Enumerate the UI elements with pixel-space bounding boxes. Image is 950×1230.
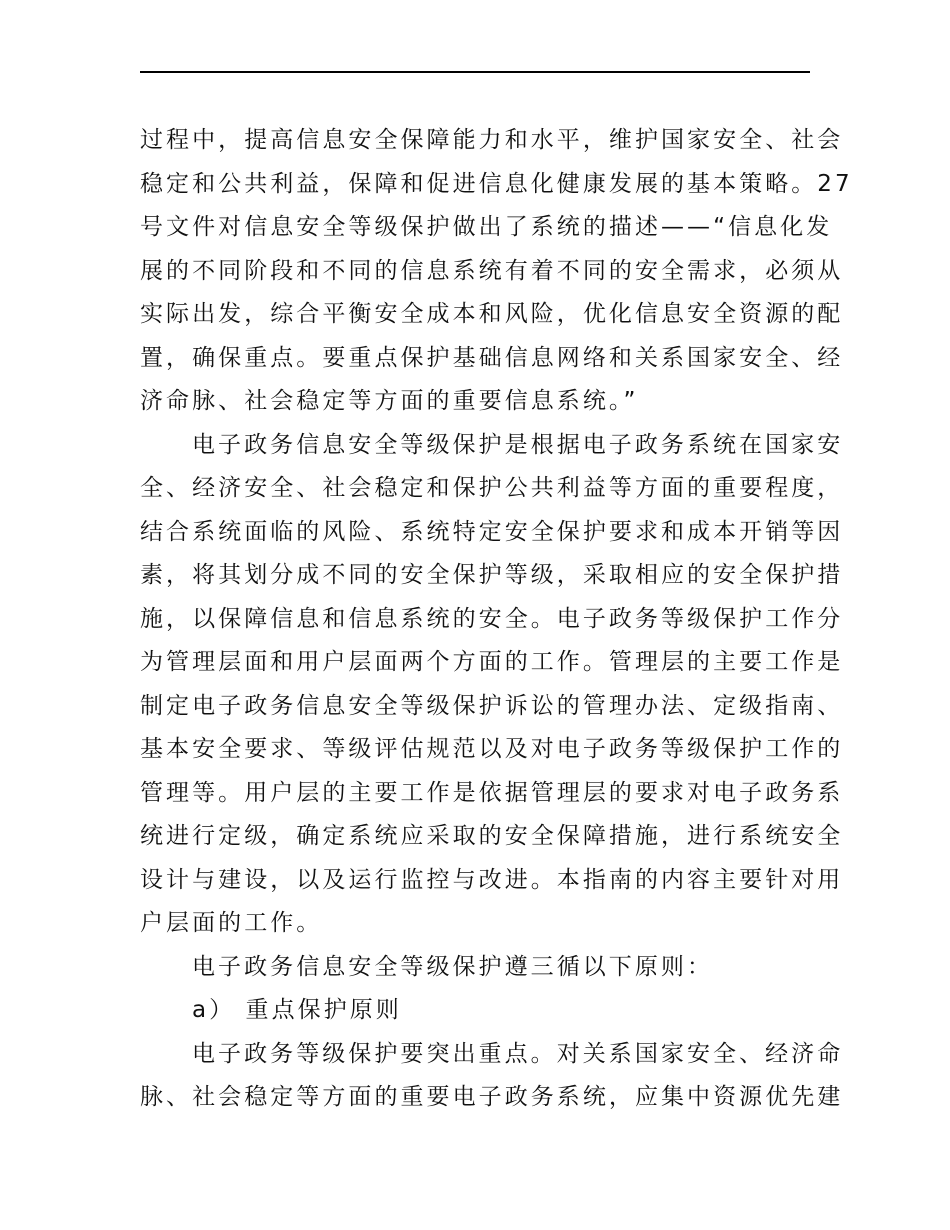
text-line: 置，确保重点。要重点保护基础信息网络和关系国家安全、经 — [140, 344, 844, 371]
section-heading: a） 重点保护原则 — [192, 997, 402, 1023]
text-line: 为管理层面和用户层面两个方面的工作。管理层的主要工作是 — [140, 649, 844, 675]
text-line: 施，以保障信息和信息系统的安全。电子政务等级保护工作分 — [140, 605, 844, 632]
text-line: 基本安全要求、等级评估规范以及对电子政务等级保护工作的 — [140, 736, 844, 762]
header-rule — [140, 71, 810, 73]
text-line: 济命脉、社会稳定等方面的重要信息系统。” — [140, 388, 639, 414]
paragraph-first-line: 电子政务信息安全等级保护是根据电子政务系统在国家安 — [192, 431, 844, 458]
text-line: 户层面的工作。 — [140, 910, 323, 936]
paragraph-first-line: 电子政务信息安全等级保护遵三循以下原则： — [192, 953, 713, 980]
text-line: 脉、社会稳定等方面的重要电子政务系统，应集中资源优先建 — [140, 1084, 844, 1110]
text-line: 稳定和公共利益，保障和促进信息化健康发展的基本策略。27 — [140, 170, 853, 197]
text-line: 展的不同阶段和不同的信息系统有着不同的安全需求，必须从 — [140, 257, 844, 284]
text-line: 全、经济安全、社会稳定和保护公共利益等方面的重要程度， — [140, 475, 844, 501]
text-line: 管理等。用户层的主要工作是依据管理层的要求对电子政务系 — [140, 779, 844, 806]
text-line: 制定电子政务信息安全等级保护诉讼的管理办法、定级指南、 — [140, 692, 844, 719]
text-line: 过程中，提高信息安全保障能力和水平，维护国家安全、社会 — [140, 127, 844, 153]
text-line: 号文件对信息安全等级保护做出了系统的描述——“信息化发 — [140, 214, 833, 240]
text-line: 设计与建设，以及运行监控与改进。本指南的内容主要针对用 — [140, 866, 844, 893]
text-line: 实际出发，综合平衡安全成本和风险，优化信息安全资源的配 — [140, 301, 844, 327]
paragraph-first-line: 电子政务等级保护要突出重点。对关系国家安全、经济命 — [192, 1040, 844, 1067]
document-body — [140, 119, 853, 1120]
text-line: 结合系统面临的风险、系统特定安全保护要求和成本开销等因 — [140, 518, 844, 545]
text-line: 统进行定级，确定系统应采取的安全保障措施，进行系统安全 — [140, 823, 844, 849]
text-line: 素，将其划分成不同的安全保护等级，采取相应的安全保护措 — [140, 562, 844, 588]
